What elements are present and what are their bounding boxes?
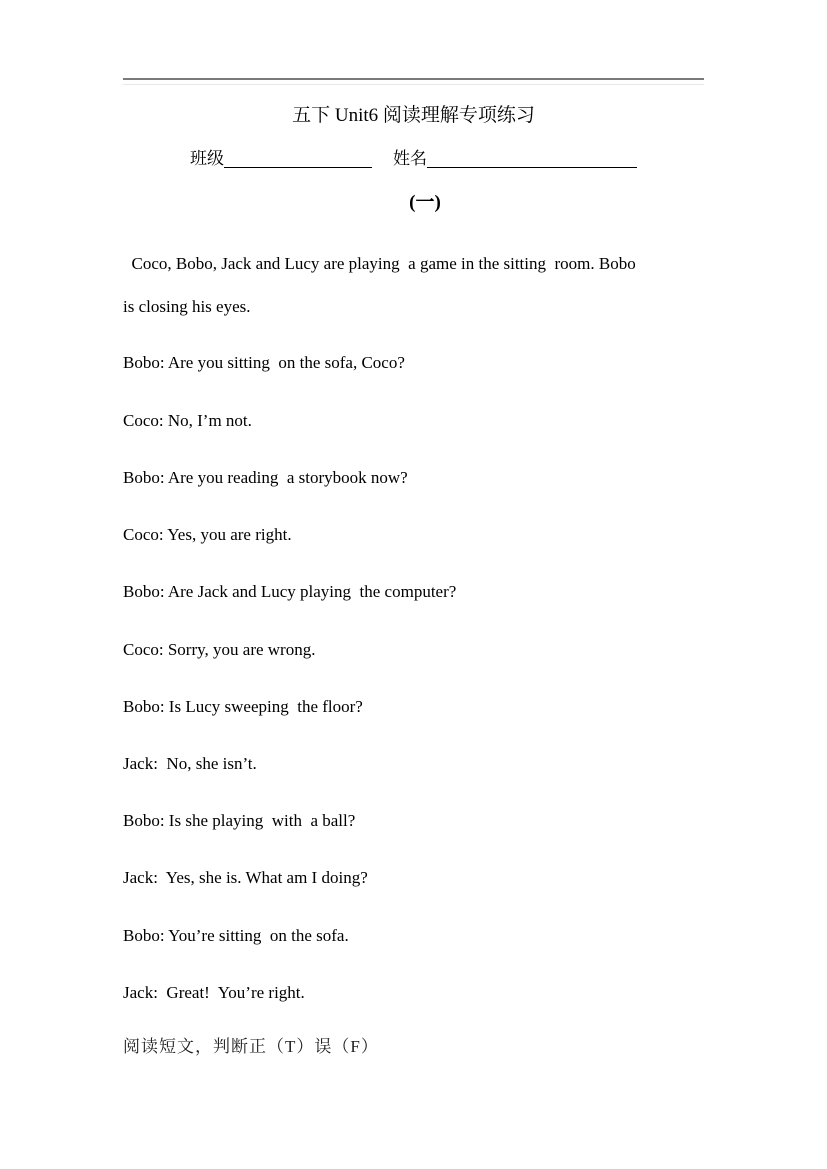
dialogue-line-3: Bobo: Are you reading a storybook now? [123, 468, 408, 487]
dialogue-line-5: Bobo: Are Jack and Lucy playing the computer? [123, 582, 457, 601]
dialogue-line-8: Jack: No, she isn’t. [123, 754, 257, 773]
page-title: 五下 Unit6 阅读理解专项练习 [292, 105, 535, 126]
dialogue-line-4: Coco: Yes, you are right. [123, 525, 292, 544]
dialogue-line-2: Coco: No, I’m not. [123, 411, 252, 430]
name-blank-line [427, 149, 637, 168]
dialogue-line-12: Jack: Great! You’re right. [123, 983, 305, 1002]
header-rule-shadow [123, 84, 704, 85]
dialogue-line-10: Jack: Yes, she is. What am I doing? [123, 868, 368, 887]
paragraph-line-2: is closing his eyes. [123, 297, 251, 316]
paragraph-line-1: Coco, Bobo, Jack and Lucy are playing a game in the sitting room. Bobo [123, 254, 636, 273]
section-number: (一) [409, 192, 441, 213]
intro-paragraph [123, 242, 713, 328]
instruction-line: 阅读短文，判断正（T）误（F） [123, 1037, 379, 1056]
dialogue-line-9: Bobo: Is she playing with a ball? [123, 811, 356, 830]
dialogue-line-6: Coco: Sorry, you are wrong. [123, 640, 316, 659]
name-label: 姓名 [393, 149, 427, 168]
dialogue-line-1: Bobo: Are you sitting on the sofa, Coco? [123, 353, 405, 372]
class-name-row [190, 146, 637, 172]
dialogue-line-11: Bobo: You’re sitting on the sofa. [123, 926, 349, 945]
dialogue-line-7: Bobo: Is Lucy sweeping the floor? [123, 697, 363, 716]
header-rule [123, 78, 704, 80]
class-blank-line [224, 149, 372, 168]
class-label: 班级 [190, 149, 224, 168]
